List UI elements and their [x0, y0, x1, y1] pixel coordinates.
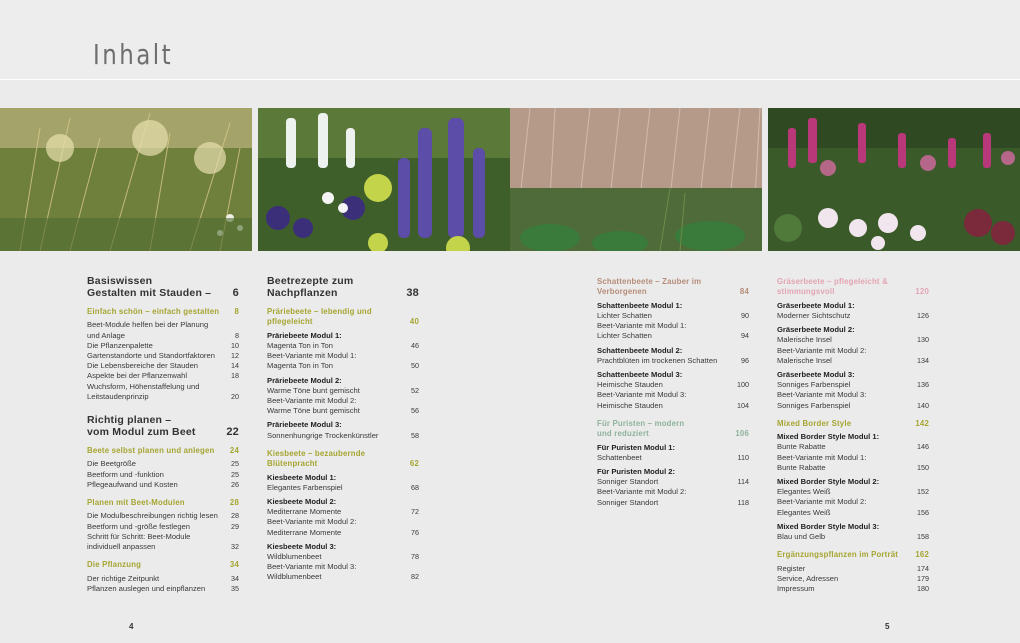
toc-entry-title: Sonnenhungrige Trockenkünstler	[267, 430, 379, 440]
toc-entry-title: Schritt für Schritt: Beet-Module individuell anpassen	[87, 531, 191, 552]
toc-entry-title: Wildblumenbeet	[267, 572, 322, 582]
toc-entry	[777, 463, 929, 473]
subsection-heading-text: Mixed Border Style	[777, 418, 852, 428]
toc-column-4	[777, 275, 929, 594]
toc-entry	[777, 380, 929, 390]
toc-entry	[777, 370, 929, 380]
toc-entry	[777, 477, 929, 487]
toc-entry	[597, 477, 749, 487]
toc-entry-title: Beet-Variante mit Modul 2:	[777, 345, 867, 355]
toc-entry-page: 114	[737, 477, 749, 487]
ornamental-grass-photo	[510, 108, 762, 251]
toc-entry	[777, 442, 929, 452]
delphinium-photo	[258, 108, 510, 251]
toc-entry-page: 35	[231, 583, 239, 593]
toc-entry-title: Register	[777, 563, 806, 573]
toc-entry-page: 158	[917, 532, 929, 542]
toc-entry-page: 14	[231, 361, 239, 371]
toc-entry	[267, 431, 419, 441]
toc-entry-page: 46	[411, 341, 419, 351]
subsection-heading	[597, 419, 749, 440]
toc-entry-title: Mixed Border Style Modul 1:	[777, 432, 880, 442]
subsection-heading-text: Kiesbeete – bezaubernde Blütenpracht	[267, 448, 366, 469]
toc-entry-title: Aspekte bei der Pflanzenwahl	[87, 371, 188, 381]
toc-entry-title: Kiesbeete Modul 3:	[267, 541, 337, 551]
toc-entry	[87, 361, 239, 371]
subsection-page-number: 24	[229, 446, 239, 456]
toc-entry	[87, 480, 239, 490]
toc-entry-title: Beet-Variante mit Modul 2:	[267, 517, 357, 527]
toc-entry-title: Prachtblüten im trockenen Schatten	[597, 355, 718, 365]
toc-entry	[777, 401, 929, 411]
toc-entry-title: Beet-Variante mit Modul 2:	[597, 487, 687, 497]
toc-entry-title: Bunte Rabatte	[777, 442, 826, 452]
toc-entry	[267, 552, 419, 562]
toc-entry-page: 96	[741, 355, 749, 365]
toc-entry	[777, 335, 929, 345]
toc-entry-page: 152	[917, 487, 929, 497]
toc-entry-title: Service, Adressen	[777, 573, 839, 583]
toc-entry-title: Beetform und -größe festlegen	[87, 521, 190, 531]
toc-entry-page: 150	[917, 462, 929, 472]
toc-entry-title: Beet-Variante mit Modul 1:	[267, 351, 357, 361]
toc-entry-page: 118	[737, 497, 749, 507]
toc-column-3	[597, 275, 749, 508]
toc-entry-title: Mixed Border Style Modul 3:	[777, 521, 880, 531]
subsection-page-number: 106	[735, 429, 749, 439]
toc-entry	[267, 386, 419, 396]
subsection-heading-text: Für Puristen – modern und reduziert	[597, 418, 685, 439]
toc-entry	[87, 511, 239, 521]
toc-entry	[267, 572, 419, 582]
toc-entry	[267, 507, 419, 517]
toc-entry-page: 12	[231, 351, 239, 361]
toc-entry-title: Beet-Variante mit Modul 2:	[267, 396, 357, 406]
subsection-heading-text: Schattenbeete – Zauber im Verborgenen	[597, 277, 702, 297]
toc-entry-title: Für Puristen Modul 1:	[597, 442, 676, 452]
toc-entry-title: Schattenbeet	[597, 452, 642, 462]
toc-entry	[597, 498, 749, 508]
toc-entry-title: Die Beetgröße	[87, 459, 136, 469]
toc-entry-title: Präriebeete Modul 2:	[267, 375, 342, 385]
section-page-number: 6	[232, 287, 239, 299]
toc-entry	[267, 396, 419, 406]
toc-entry-title: Magenta Ton in Ton	[267, 341, 334, 351]
toc-entry-page: 26	[231, 479, 239, 489]
toc-entry	[777, 487, 929, 497]
toc-entry	[87, 371, 239, 381]
toc-entry-title: Beet-Variante mit Modul 2:	[777, 497, 867, 507]
toc-section	[87, 275, 239, 402]
toc-entry-title: Gräserbeete Modul 2:	[777, 325, 855, 335]
section-heading	[87, 275, 239, 299]
toc-entry-page: 28	[231, 511, 239, 521]
toc-entry-page: 90	[741, 311, 749, 321]
toc-entry-title: Präriebeete Modul 1:	[267, 330, 342, 340]
toc-entry	[87, 351, 239, 361]
toc-entry	[267, 406, 419, 416]
toc-entry	[87, 522, 239, 532]
toc-entry-title: Magenta Ton in Ton	[267, 361, 334, 371]
toc-entry-title: Mediterrane Momente	[267, 527, 342, 537]
toc-entry	[267, 542, 419, 552]
toc-entry	[87, 320, 239, 340]
subsection-heading	[87, 498, 239, 508]
toc-entry-page: 34	[231, 573, 239, 583]
toc-entry	[777, 584, 929, 594]
grasses-photo	[0, 108, 252, 251]
toc-entry-title: Die Lebensbereiche der Stauden	[87, 361, 199, 371]
toc-entry-title: Pflegeaufwand und Kosten	[87, 479, 178, 489]
subsection-heading	[267, 449, 419, 470]
toc-entry-title: Pflanzen auslegen und einpflanzen	[87, 583, 206, 593]
toc-entry-title: Sonniges Farbenspiel	[777, 380, 851, 390]
toc-entry	[267, 351, 419, 361]
page-number-right: 5	[885, 622, 890, 631]
toc-entry-title: Elegantes Farbenspiel	[267, 482, 343, 492]
toc-entry-page: 10	[231, 340, 239, 350]
toc-entry-title: Malerische Insel	[777, 355, 832, 365]
toc-entry	[87, 341, 239, 351]
toc-entry	[597, 453, 749, 463]
toc-entry-page: 146	[917, 442, 929, 452]
toc-entry	[777, 574, 929, 584]
toc-entry	[777, 522, 929, 532]
toc-entry	[597, 301, 749, 311]
toc-entry-title: Die Modulbeschreibungen richtig lesen	[87, 511, 218, 521]
toc-entry-page: 78	[411, 552, 419, 562]
toc-entry	[597, 331, 749, 341]
toc-entry-page: 20	[231, 391, 239, 401]
subsection-page-number: 34	[229, 560, 239, 570]
toc-entry-title: Beet-Variante mit Modul 3:	[267, 562, 357, 572]
toc-entry-title: Warme Töne bunt gemischt	[267, 385, 360, 395]
toc-entry-page: 180	[917, 584, 929, 594]
subsection-page-number: 162	[915, 550, 929, 560]
toc-entry-page: 52	[411, 385, 419, 395]
toc-entry	[267, 517, 419, 527]
subsection-page-number: 84	[739, 287, 749, 297]
toc-entry	[777, 325, 929, 335]
subsection-heading	[87, 446, 239, 456]
toc-entry	[87, 459, 239, 469]
subsection-page-number: 120	[915, 287, 929, 297]
toc-section	[777, 277, 929, 594]
subsection-heading	[777, 419, 929, 429]
toc-entry-title: Kiesbeete Modul 2:	[267, 497, 337, 507]
toc-entry-page: 25	[231, 459, 239, 469]
toc-entry	[597, 311, 749, 321]
toc-entry-page: 156	[917, 507, 929, 517]
toc-entry	[87, 382, 239, 402]
toc-entry-title: Beet-Variante mit Modul 3:	[597, 390, 687, 400]
toc-entry	[777, 346, 929, 356]
subsection-page-number: 62	[409, 459, 419, 469]
toc-entry-title: Sonniger Standort	[597, 497, 659, 507]
toc-entry-title: Der richtige Zeitpunkt	[87, 573, 160, 583]
toc-entry	[597, 370, 749, 380]
toc-entry-title: Schattenbeete Modul 2:	[597, 345, 683, 355]
toc-entry	[267, 497, 419, 507]
toc-entry-title: Wildblumenbeet	[267, 552, 322, 562]
subsection-heading-text: Planen mit Beet-Modulen	[87, 498, 185, 508]
toc-entry	[777, 564, 929, 574]
toc-entry	[597, 356, 749, 366]
toc-entry	[267, 528, 419, 538]
toc-column-1	[87, 275, 239, 594]
toc-entry-page: 104	[737, 400, 749, 410]
toc-entry-title: Lichter Schatten	[597, 331, 652, 341]
toc-entry	[87, 470, 239, 480]
page-number-left: 4	[129, 622, 134, 631]
subsection-heading	[597, 277, 749, 298]
toc-entry	[597, 346, 749, 356]
toc-entry-title: Heimische Stauden	[597, 400, 663, 410]
toc-entry	[87, 584, 239, 594]
toc-entry-title: Lichter Schatten	[597, 311, 652, 321]
toc-entry-title: Mediterrane Momente	[267, 507, 342, 517]
subsection-heading	[87, 307, 239, 317]
toc-entry-page: 18	[231, 371, 239, 381]
toc-entry-title: Beet-Variante mit Modul 1:	[777, 452, 867, 462]
subsection-heading	[87, 560, 239, 570]
toc-entry-title: Schattenbeete Modul 1:	[597, 300, 683, 310]
toc-entry	[597, 467, 749, 477]
toc-section	[267, 275, 419, 583]
toc-entry-title: Bunte Rabatte	[777, 462, 826, 472]
section-heading-text: Basiswissen Gestalten mit Stauden –	[87, 275, 212, 299]
toc-entry	[87, 574, 239, 584]
toc-entry-page: 68	[411, 482, 419, 492]
toc-entry-title: Für Puristen Modul 2:	[597, 467, 676, 477]
toc-entry-title: Warme Töne bunt gemischt	[267, 406, 360, 416]
toc-entry	[777, 497, 929, 507]
toc-entry-page: 32	[231, 542, 239, 552]
toc-entry-page: 126	[917, 311, 929, 321]
toc-entry-title: Moderner Sichtschutz	[777, 311, 851, 321]
toc-entry-page: 56	[411, 406, 419, 416]
subsection-heading-text: Beete selbst planen und anlegen	[87, 446, 215, 456]
toc-entry	[777, 532, 929, 542]
toc-entry-page: 134	[917, 355, 929, 365]
toc-entry-page: 72	[411, 507, 419, 517]
subsection-heading	[777, 550, 929, 560]
toc-entry-page: 140	[917, 400, 929, 410]
toc-entry-title: Beet-Module helfen bei der Planung und Anlage	[87, 320, 209, 340]
toc-entry	[597, 321, 749, 331]
toc-entry-title: Beetform und -funktion	[87, 469, 164, 479]
toc-entry-title: Mixed Border Style Modul 2:	[777, 477, 880, 487]
subsection-heading-text: Ergänzungspflanzen im Porträt	[777, 550, 899, 560]
toc-entry	[267, 562, 419, 572]
toc-entry-title: Wuchsform, Höhenstaffelung und Leitstaudenprinzip	[87, 381, 200, 401]
subsection-heading	[777, 277, 929, 298]
toc-entry-title: Elegantes Weiß	[777, 507, 831, 517]
section-page-number: 22	[226, 426, 239, 439]
toc-entry-page: 82	[411, 572, 419, 582]
toc-entry-title: Schattenbeete Modul 3:	[597, 370, 683, 380]
subsection-page-number: 142	[915, 418, 929, 428]
toc-entry	[267, 483, 419, 493]
toc-entry	[777, 390, 929, 400]
subsection-heading-text: Präriebeete – lebendig und pflegeleicht	[267, 307, 372, 327]
toc-entry-page: 58	[411, 430, 419, 440]
toc-entry	[777, 432, 929, 442]
toc-entry-page: 100	[737, 380, 749, 390]
toc-entry-title: Heimische Stauden	[597, 380, 663, 390]
toc-entry-title: Sonniger Standort	[597, 477, 659, 487]
subsection-page-number: 28	[229, 498, 239, 508]
toc-entry-page: 25	[231, 469, 239, 479]
toc-entry-title: Gräserbeete Modul 3:	[777, 370, 855, 380]
toc-entry-title: Präriebeete Modul 3:	[267, 420, 342, 430]
toc-entry-page: 136	[917, 380, 929, 390]
page-title: Inhalt	[93, 38, 174, 71]
toc-entry-page: 76	[411, 527, 419, 537]
toc-entry-title: Kiesbeete Modul 1:	[267, 472, 337, 482]
toc-entry-title: Gräserbeete Modul 1:	[777, 300, 855, 310]
section-heading	[267, 275, 419, 299]
subsection-page-number: 40	[409, 317, 419, 327]
toc-entry	[777, 301, 929, 311]
subsection-heading-text: Einfach schön – einfach gestalten	[87, 307, 220, 316]
toc-entry	[597, 401, 749, 411]
subsection-heading-text: Gräserbeete – pflegeleicht & stimmungsvoll	[777, 277, 888, 297]
toc-entry-title: Blau und Gelb	[777, 532, 826, 542]
toc-entry-title: Beet-Variante mit Modul 1:	[597, 321, 687, 331]
toc-entry	[777, 311, 929, 321]
toc-entry	[777, 453, 929, 463]
section-page-number: 38	[406, 287, 419, 299]
toc-entry	[597, 390, 749, 400]
toc-entry-title: Sonniges Farbenspiel	[777, 400, 851, 410]
section-heading-text: Beetrezepte zum Nachpflanzen	[267, 275, 354, 299]
toc-entry-page: 29	[231, 521, 239, 531]
toc-entry-title: Malerische Insel	[777, 335, 832, 345]
toc-entry	[267, 420, 419, 430]
toc-entry	[267, 361, 419, 371]
section-heading	[87, 414, 239, 438]
toc-entry-page: 8	[235, 330, 239, 340]
toc-entry	[267, 376, 419, 386]
toc-entry-page: 94	[741, 331, 749, 341]
toc-entry-title: Die Pflanzenpalette	[87, 340, 153, 350]
astilbe-photo	[768, 108, 1020, 251]
toc-section	[87, 414, 239, 594]
toc-entry	[597, 380, 749, 390]
toc-entry-page: 130	[917, 335, 929, 345]
subsection-heading-text: Die Pflanzung	[87, 560, 142, 570]
toc-entry-page: 179	[917, 573, 929, 583]
toc-column-2	[267, 275, 419, 583]
toc-entry	[777, 508, 929, 518]
toc-entry	[87, 532, 239, 552]
toc-section	[597, 277, 749, 508]
section-heading-text: Richtig planen – vom Modul zum Beet	[87, 414, 196, 439]
toc-entry-page: 110	[737, 452, 749, 462]
toc-entry	[597, 487, 749, 497]
toc-entry	[777, 356, 929, 366]
toc-entry	[267, 331, 419, 341]
toc-entry-page: 50	[411, 361, 419, 371]
subsection-heading	[267, 307, 419, 328]
toc-entry-title: Gartenstandorte und Standortfaktoren	[87, 351, 215, 361]
toc-entry-page: 174	[917, 563, 929, 573]
toc-entry-title: Impressum	[777, 584, 815, 594]
toc-entry-title: Beet-Variante mit Modul 3:	[777, 390, 867, 400]
toc-entry	[267, 473, 419, 483]
toc-entry-title: Elegantes Weiß	[777, 487, 831, 497]
toc-entry	[597, 443, 749, 453]
toc-entry	[267, 341, 419, 351]
subsection-page-number: 8	[234, 307, 239, 316]
